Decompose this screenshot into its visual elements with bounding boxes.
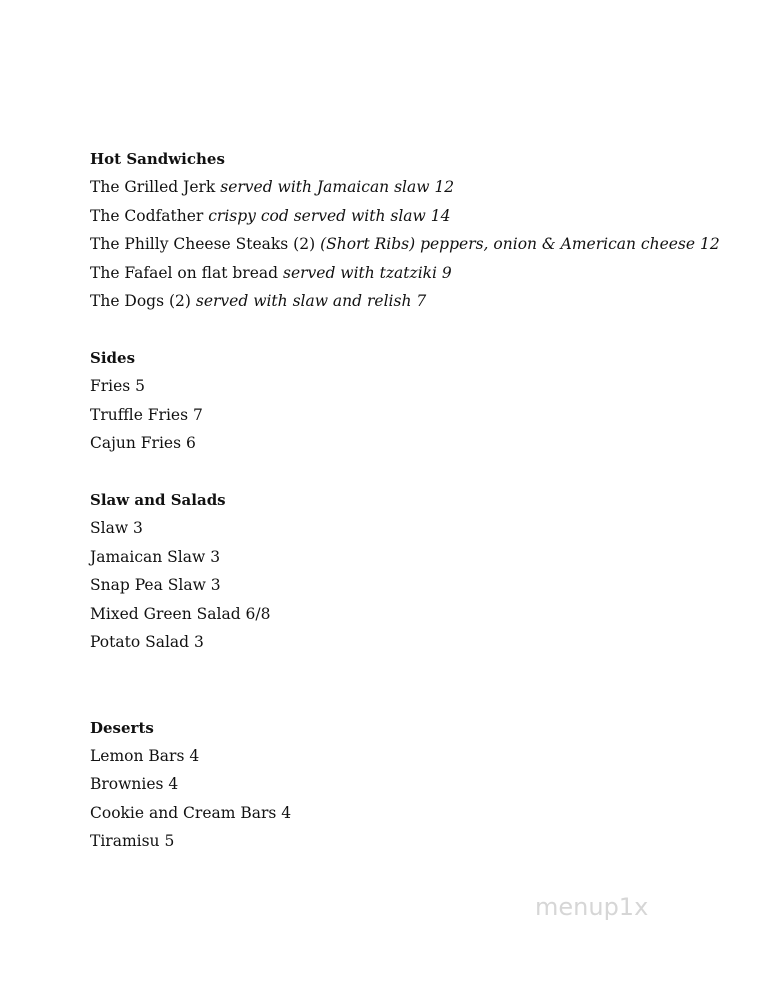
item-name: The Dogs (2) — [90, 292, 191, 311]
item-name: Snap Pea Slaw 3 — [90, 576, 221, 595]
item-name: The Codfather — [90, 206, 204, 225]
menu-item — [90, 372, 730, 400]
item-description: served with slaw and relish 7 — [195, 292, 427, 311]
menu-item — [90, 259, 730, 287]
item-name: Jamaican Slaw 3 — [90, 547, 221, 566]
menu-item — [90, 202, 730, 230]
item-name: Cajun Fries 6 — [90, 434, 196, 453]
menu-item — [90, 600, 730, 628]
item-description: (Short Ribs) peppers, onion & American cheese 12 — [320, 235, 720, 254]
section-spacer — [90, 458, 730, 487]
section-hot-sandwiches — [90, 145, 730, 315]
item-name: Tiramisu 5 — [90, 832, 175, 851]
menu-item — [90, 742, 730, 770]
item-name: Cookie and Cream Bars 4 — [90, 803, 292, 822]
menu-item — [90, 571, 730, 599]
section-spacer — [90, 315, 730, 344]
menu-item — [90, 827, 730, 855]
section-deserts — [90, 714, 730, 856]
section-slaw-and-salads — [90, 486, 730, 656]
menu — [90, 145, 730, 856]
item-name: The Philly Cheese Steaks (2) — [90, 235, 316, 254]
section-title: Hot Sandwiches — [90, 150, 225, 168]
menu-item — [90, 401, 730, 429]
section-spacer — [90, 657, 730, 714]
section-title: Deserts — [90, 718, 154, 737]
item-name: Fries 5 — [90, 377, 146, 396]
menu-item — [90, 799, 730, 827]
menu-item — [90, 514, 730, 542]
section-title: Slaw and Salads — [90, 491, 226, 510]
menu-item — [90, 173, 730, 201]
menu-item — [90, 628, 730, 656]
menu-item — [90, 543, 730, 571]
menu-item — [90, 770, 730, 798]
watermark-logo: menup1x — [535, 893, 649, 921]
item-description: crispy cod served with slaw 14 — [208, 206, 451, 225]
item-name: Potato Salad 3 — [90, 633, 204, 652]
item-name: Brownies 4 — [90, 775, 179, 794]
menu-item — [90, 230, 730, 258]
item-name: Slaw 3 — [90, 519, 143, 538]
item-name: Truffle Fries 7 — [90, 405, 203, 424]
menu-item — [90, 429, 730, 457]
item-name: Mixed Green Salad 6/8 — [90, 604, 271, 623]
item-name: Lemon Bars 4 — [90, 746, 200, 765]
item-description: served with tzatziki 9 — [282, 263, 452, 282]
section-sides — [90, 344, 730, 458]
item-description: served with Jamaican slaw 12 — [220, 178, 455, 197]
item-name: The Fafael on flat bread — [90, 263, 279, 282]
menu-item — [90, 287, 730, 315]
section-title: Sides — [90, 348, 136, 367]
item-name: The Grilled Jerk — [90, 178, 216, 197]
